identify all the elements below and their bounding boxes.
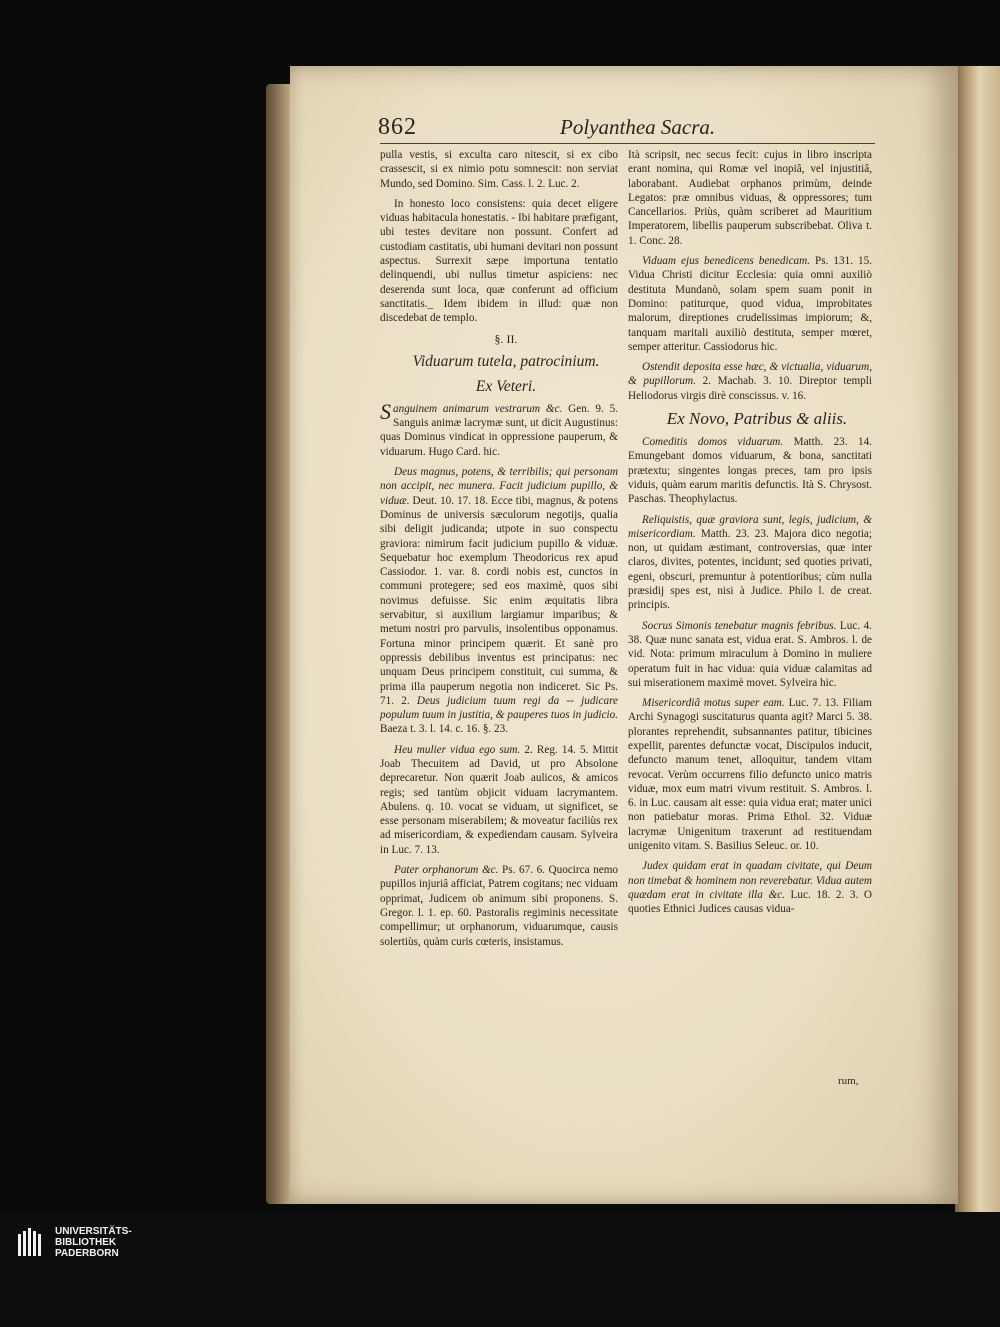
paragraph-text: Gen. 9. 5. Sanguis animæ lacrymæ sunt, ut dicit Augustinus: quas Dominus vindicat in oppressione pauperum, & viduarum. Hugo Card. hic. (380, 402, 619, 458)
lemma: Comeditis domos viduarum. (642, 436, 784, 449)
paragraph: In honesto loco consistens: quia decet eligere viduas habitacula honestatis. - Ibi habitare præfigant, ubi testes devitare non possunt. Confert ad custodiam castitatis, ubi humani devitari non possunt aspectus. Surrexit sæpe importuna tentatio delinquendi, ubi nullus timetur aspiciens: nec deserenda sunt loca, quæ conferunt ad officium sanctitatis._ Idem ibidem in illud: quæ non discedebat de templo. (380, 197, 618, 325)
lemma: Socrus Simonis tenebatur magnis febribus. (642, 619, 837, 632)
section-heading: Ex Novo, Patribus & aliis. (666, 409, 848, 429)
section-number: §. II. (494, 331, 518, 346)
lemma: Deus judicium tuum regi da -- judicare populum tuum in justitia, & pauperes tuos in judicio. (380, 694, 618, 722)
wordmark-line: BIBLIOTHEK (55, 1237, 117, 1248)
paragraph-text: Ps. 67. 6. Quocirca nemo pupillos injuriâ afficiat, Patrem cogitans; nec viduam opprimat, Judicem ob animum sibi proponens. S. Gregor. l. 1. ep. 60. Pastoralis regiminis necessitate compellimur; ut orphanorum, viduarumque, causis solertiùs, quàm curis cœteris, insistamus. (380, 864, 618, 948)
paragraph-text: Matth. 23. 23. Majora dico negotia; non, ut quidam æstimant, controversias, quæ inter claros, divites, potentes, incidunt; sed quoties privati, egeni, obscuri, premuntur à potentioribus; cùm nulla præsidij spes est, nisi à Judice. Philo l. de creat. principis. (628, 527, 872, 612)
lemma: Judex quidam erat in quadam civitate, qui Deum non timebat & hominem non reverebatur. Vidua autem quædam erat in civitate illa &c. (628, 860, 872, 901)
lemma: Pater orphanorum &c. (394, 864, 499, 877)
paragraph (628, 435, 872, 506)
lemma: anguinem animarum vestrarum &c. (393, 402, 563, 415)
book-spine (955, 66, 1000, 1212)
header-rule (380, 143, 875, 144)
paragraph-text: Baeza t. 3. l. 14. c. 16. §. 23. (380, 723, 509, 736)
lemma: Heu mulier vidua ego sum. (394, 743, 521, 756)
lemma: Deus magnus, potens, & terribilis; qui personam non accipit, nec munera. Facit judicium pupillo, & viduæ. (380, 466, 618, 507)
lemma: Misericordiâ motus super eam. (642, 697, 785, 710)
section-heading: Viduarum tutela, patrocinium. (412, 352, 600, 370)
paragraph-text: Matth. 23. 14. Emungebant domos viduarum, & bona, sanctitati prætextu; singentes longas preces, tam pro ipsis viduis, quàm earum maritis defunctis. Ità S. Chrysost. Paschas. Theophylactus. (628, 436, 873, 506)
lemma: Ostendit deposita esse hæc, & victualia, viduarum, & pupillorum. (628, 361, 872, 388)
paragraph (628, 360, 872, 403)
left-column (380, 148, 618, 955)
lemma: Viduam ejus benedicens benedicam. (642, 255, 811, 268)
right-column (628, 148, 872, 923)
wordmark-line: PADERBORN (55, 1248, 119, 1259)
paragraph (380, 398, 619, 459)
paragraph (380, 465, 618, 737)
running-head: Polyanthea Sacra. (560, 115, 716, 139)
catchword: rum, (838, 1075, 859, 1087)
wordmark-line: UNIVERSITÄTS- (55, 1226, 132, 1237)
paragraph (628, 696, 872, 853)
paragraph (380, 863, 618, 949)
paragraph (628, 619, 872, 690)
paragraph (628, 513, 872, 613)
section-subheading: Ex Veteri. (475, 377, 537, 395)
library-wordmark (55, 1226, 132, 1259)
paragraph (628, 859, 872, 916)
paragraph-text: Deut. 10. 17. 18. Ecce tibi, magnus, & potens Dominus de universis sæculorum negotijs, qualia sibi deligit judicanda; utpote in suo conspectu graviora: nimirum facit judicium pupillo & viduæ. Sequebatur hoc exemplum Theodoricus rex apud Cassiodor. 1. var. 8. cordi nobis est, cunctos in communi protegere; sed eos maximè, quos sibi novimus defuisse. Sic enim æquitatis libra servabitur, si auxilium largiamur imparibus; & metum nostri pro parvulis, insolentibus opponamus. Fortuna minor principem quærit. Et sanè pro oppressis debilibus inventus est principatus: nec unquam Deus principem constituit, cui summa, & prima illa pauperum negotia non indiceret. Sic Ps. 71. 2. (380, 494, 618, 707)
paragraph-text: 2. Machab. 3. 10. Direptor templi Heliodorus virgis dirè conscissus. v. 16. (628, 375, 872, 402)
paragraph: Ità scripsit, nec secus fecit: cujus in libro inscripta erant nomina, qui Romæ vel inopiâ, vel injustitiâ, laborabant. Audiebat orphanos primùm, deinde Legatos: præ omnibus viduas, & oppressores; tum Cancellarios. Priùs, quàm scriberet ad Mauritium Imperatorem, libellis pauperum subscribebat. Oliva t. 1. Conc. 28. (628, 149, 872, 247)
library-logo-icon (18, 1228, 48, 1258)
footer-bar (0, 1212, 1000, 1327)
paragraph (628, 254, 872, 354)
paragraph-text: Luc. 18. 2. 3. O quoties Ethnici Judices causas vidua- (628, 888, 872, 916)
paragraph-text: Luc. 7. 13. Filiam Archi Synagogi suscitaturus quanta agit? Marci 5. 38. plorantes reprehendit, subsannantes patitur, tibicines expellit, parentes defunctæ vocat, Discipulos inducit, defuncto manum tenet, alloquitur, tandem vitam revocat. Verùm occurrens filio defuncto unico matris viduæ, mox eum matri vivum restituit. S. Ambros. l. 6. in Luc. causam ait esse: quia vidua erat; mater unici non patiebatur moras. Prima Ethol. 32. Viduæ lacrymæ Unigenitum traxerunt ad restituendam unigenito vitam. S. Basilius Seleuc. or. 10. (628, 697, 873, 853)
paragraph-text: Luc. 4. 38. Quæ nunc sanata est, vidua erat. S. Ambros. l. de vid. Nota: primum miraculum à Domino in muliere operatum fuit in hac vidua: quia viduæ calamitas ad sui miserationem maximè movet. Sylveira hic. (628, 619, 872, 689)
drop-cap: S (380, 398, 391, 424)
paragraph-text: Ps. 131. 15. Vidua Christi dicitur Ecclesia: quia omni auxiliò destituta Mundanò, solam spem suam ponit in Domino: patiturque, quod vidua, improbitates malorum, direptiones crudelissimas impiorum; &, tanquam maritali auxiliò destituta, semper mœret, semper atteritur. Cassiodorus hic. (628, 255, 873, 353)
lemma: Reliquistis, quæ graviora sunt, legis, judicium, & misericordiam. (628, 513, 872, 540)
paragraph (380, 743, 618, 857)
page-number: 862 (378, 114, 417, 140)
paragraph-text: 2. Reg. 14. 5. Mittit Joab Thecuitem ad David, ut pro Absolone deprecaretur. Non quærit Joab aulicos, & amicos regis; sed tantùm objicit viduam lacrymantem. Abulens. q. 10. vocat se viduam, ut significet, se esse personam miserabilem; & moveatur faciliùs rex ad misericordiam, & expediendam causam. Sylveira in Luc. 7. 13. (380, 743, 618, 856)
paragraph: pulla vestis, si exculta caro nitescit, si ex cibo crassescit, si ex nimio potu somnescit: non serviat Mundo, sed Domino. Sim. Cass. l. 2. Luc. 2. (380, 149, 618, 190)
